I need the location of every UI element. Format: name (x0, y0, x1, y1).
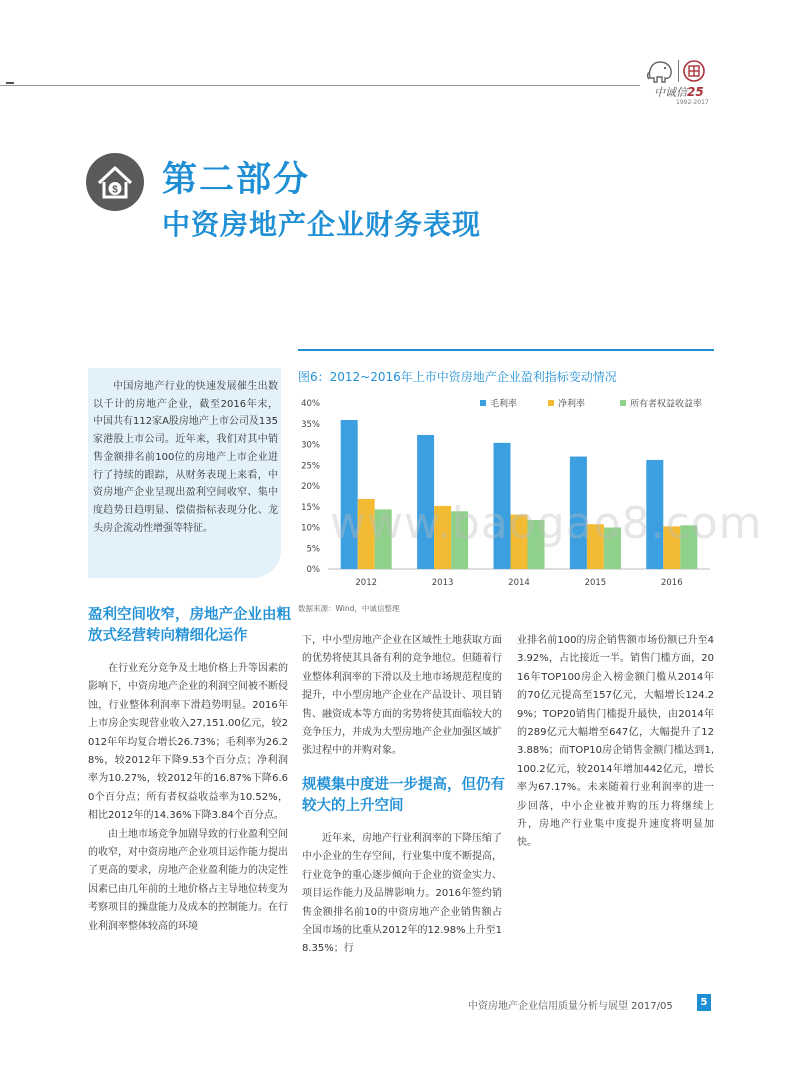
seal-logo-icon (683, 60, 705, 82)
body-column-3 (517, 632, 714, 853)
chart-title: 图6：2012~2016年上市中资房地产企业盈利指标变动情况 (298, 370, 617, 384)
x-tick-label: 2012 (355, 578, 378, 588)
y-tick-label: 35% (301, 419, 320, 430)
paragraph: 近年来，房地产行业利润率的下降压缩了中小企业的生存空间，行业集中度不断提高，行业竞争的重心逐步倾向于企业的资金实力、项目运作能力及品牌影响力。2016年签约销售金额排名前10的中资房地产企业销售额占全国市场的比重从2012年的12.98%上升至18.35%；行 (302, 833, 502, 955)
section-heading-concentration: 规模集中度进一步提高，但仍有较大的上升空间 (302, 777, 505, 814)
body-column-2b (302, 830, 502, 959)
part-subtitle: 中资房地产企业财务表现 (162, 208, 482, 241)
x-tick-label: 2016 (660, 578, 683, 588)
legend-swatch-3 (620, 400, 626, 406)
paragraph: 下，中小型房地产企业在区域性土地获取方面的优势将使其具备有利的竞争地位。但随着行业整体利润率的下滑以及土地市场规范程度的提升，中小型房地产企业在产品设计、项目销售、融资成本等方面的劣势将使其面临较大的竞争压力，并成为大型房地产企业加强区域扩张过程中的并购对象。 (302, 635, 502, 757)
house-dollar-icon (85, 152, 145, 212)
y-tick-label: 25% (301, 461, 320, 472)
watermark: www.baogao8.com (330, 498, 763, 549)
section-heading-profit: 盈利空间收窄，房地产企业由粗放式经营转向精细化运作 (88, 607, 291, 644)
paragraph: 由土地市场竞争加剧导致的行业盈利空间的收窄，对中资房地产企业项目运作能力提出了更高的要求，房地产企业盈利能力的决定性因素已由几年前的土地价格占主导地位转变为考察项目的操盘能力及成本的控制能力。在行业利润率整体较高的环境 (88, 828, 288, 932)
header-mark (6, 82, 14, 84)
legend-label-1: 毛利率 (490, 399, 518, 410)
y-tick-label: 0% (306, 565, 320, 575)
part-title: 第二部分 (162, 160, 311, 200)
legend-swatch-2 (548, 400, 554, 406)
x-tick-label: 2014 (508, 578, 530, 588)
intro-text: 中国房地产行业的快速发展催生出数以千计的房地产企业，截至2016年末，中国共有112家A股房地产上市公司及135家港股上市公司。近年来，我们对其中销售金额排名前100位的房地产上市企业进行了持续的跟踪，从财务表现上来看，中资房地产企业呈现出盈利空间收窄、集中度趋势日趋明显、偿债指标表现分化、龙头房企流动性增强等特征。 (93, 381, 279, 534)
footer-text: 中资房地产企业信用质量分析与展望 2017/05 (468, 1001, 673, 1012)
intro-box (88, 368, 281, 578)
legend-label-3: 所有者权益收益率 (630, 399, 703, 410)
header-rule (0, 85, 640, 86)
paragraph: 业排名前100的房企销售额市场份额已升至43.92%，占比接近一半。销售门槛方面，2016年TOP100房企入榜金额门槛从2014年的70亿元提高至157亿元，大幅增长124.29%；TOP20销售门槛提升最快，由2014年的289亿元大幅增至647亿，大幅提升了123.88%；而TOP10房企销售金额门槛达到1,100.2亿元，较2014年增加442亿元，增长率为67.17%。未来随着行业利润率的进一步回落，中小企业被并购的压力将继续上升，房地产行业集中度提升速度将明显加快。 (517, 635, 714, 849)
company-logo (646, 54, 746, 104)
svg-text:$: $ (112, 184, 118, 196)
chart-source: 数据来源：Wind，中诚信整理 (298, 604, 400, 613)
logo-name: 中诚信25 (654, 85, 704, 99)
y-tick-label: 40% (301, 399, 320, 409)
profitability-bar-chart (290, 390, 715, 595)
y-tick-label: 15% (301, 502, 320, 513)
y-tick-label: 30% (301, 440, 320, 451)
x-tick-label: 2015 (584, 578, 607, 588)
y-tick-label: 5% (306, 544, 320, 555)
body-column-2 (302, 632, 502, 761)
paragraph: 在行业充分竞争及土地价格上升等因素的影响下，中资房地产企业的利润空间被不断侵蚀，行业整体利润率下滑趋势明显。2016年上市房企实现营业收入27,151.00亿元，较2012年年均复合增长26.73%；毛利率为26.28%，较2012年下降9.53个百分点；净利润率为10.27%，较2012年的16.87%下降6.60个百分点；所有者权益收益率为10.52%，相比2012年的14.36%下降3.84个百分点。 (88, 663, 288, 822)
y-tick-label: 10% (301, 523, 320, 534)
elephant-logo-icon (646, 58, 674, 84)
page-number: 5 (697, 994, 711, 1011)
legend-label-2: 净利率 (558, 399, 586, 410)
chart-top-rule (298, 349, 714, 351)
y-tick-label: 20% (301, 482, 320, 492)
legend-swatch-1 (480, 400, 486, 406)
x-tick-label: 2013 (431, 578, 454, 588)
body-column-1 (88, 660, 288, 936)
logo-years: 1992-2017 (676, 99, 709, 106)
